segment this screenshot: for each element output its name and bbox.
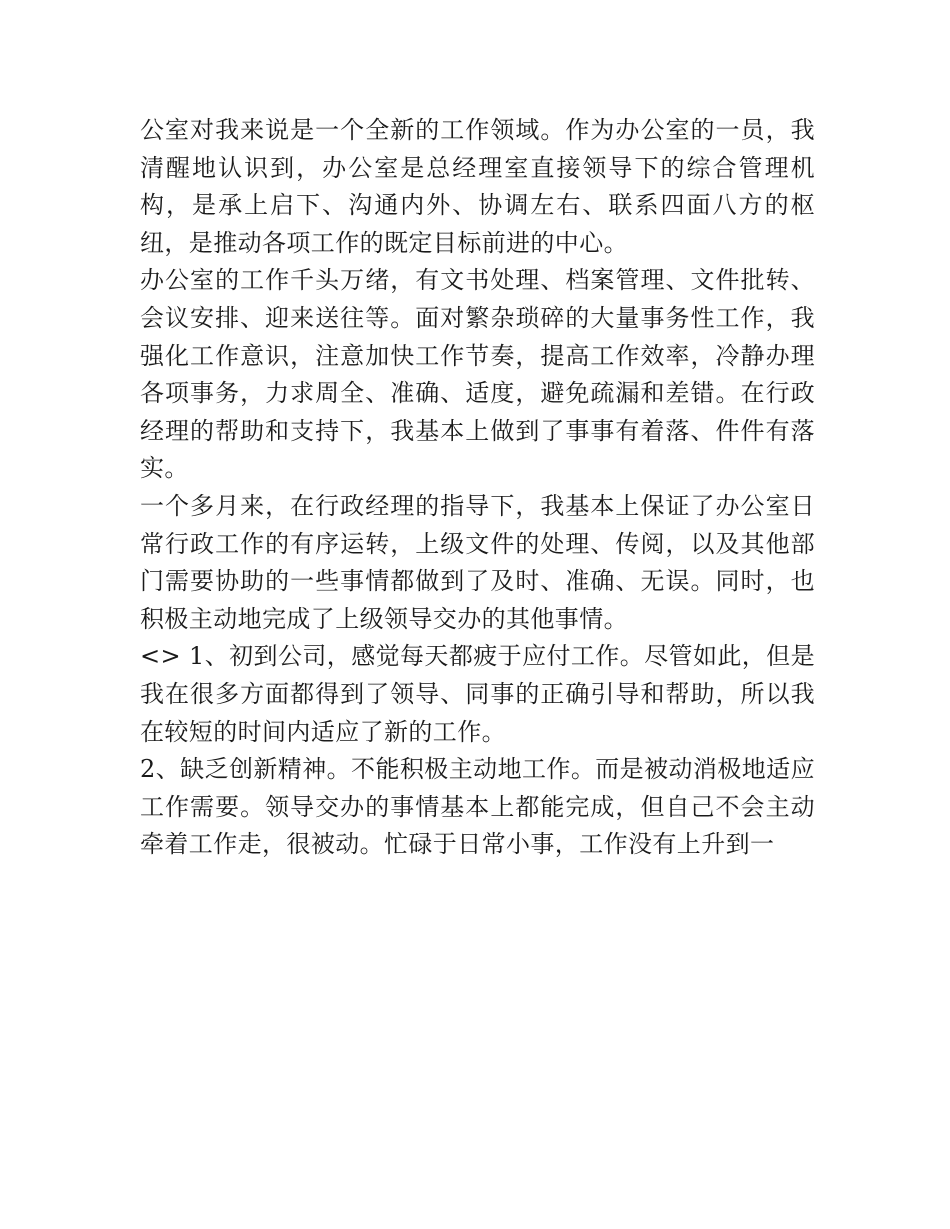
paragraph-month-summary: 一个多月来，在行政经理的指导下，我基本上保证了办公室日常行政工作的有序运转，上级文件的处理、传阅，以及其他部门需要协助的一些事情都做到了及时、准确、无误。同时，也积极主动地完成了上级领导交办的其他事情。 xyxy=(140,491,815,633)
paragraph-point-2: 2、缺乏创新精神。不能积极主动地工作。而是被动消极地适应工作需要。领导交办的事情基本上都能完成，但自己不会主动牵着工作走，很被动。忙碌于日常小事，工作没有上升到一 xyxy=(140,755,815,859)
paragraph-office-duties: 办公室的工作千头万绪，有文书处理、档案管理、文件批转、会议安排、迎来送往等。面对繁杂琐碎的大量事务性工作，我强化工作意识，注意加快工作节奏，提高工作效率，冷静办理各项事务，力求周全、准确、适度，避免疏漏和差错。在行政经理的帮助和支持下，我基本上做到了事事有着落、件件有落实。 xyxy=(140,266,815,483)
document-body xyxy=(140,112,815,864)
paragraph-point-1: <> 1、初到公司，感觉每天都疲于应付工作。尽管如此，但是我在很多方面都得到了领导、同事的正确引导和帮助，所以我在较短的时间内适应了新的工作。 xyxy=(140,642,815,746)
paragraph-office-role: 公室对我来说是一个全新的工作领域。作为办公室的一员，我清醒地认识到，办公室是总经理室直接领导下的综合管理机构，是承上启下、沟通内外、协调左右、联系四面八方的枢纽，是推动各项工作的既定目标前进的中心。 xyxy=(140,116,815,257)
